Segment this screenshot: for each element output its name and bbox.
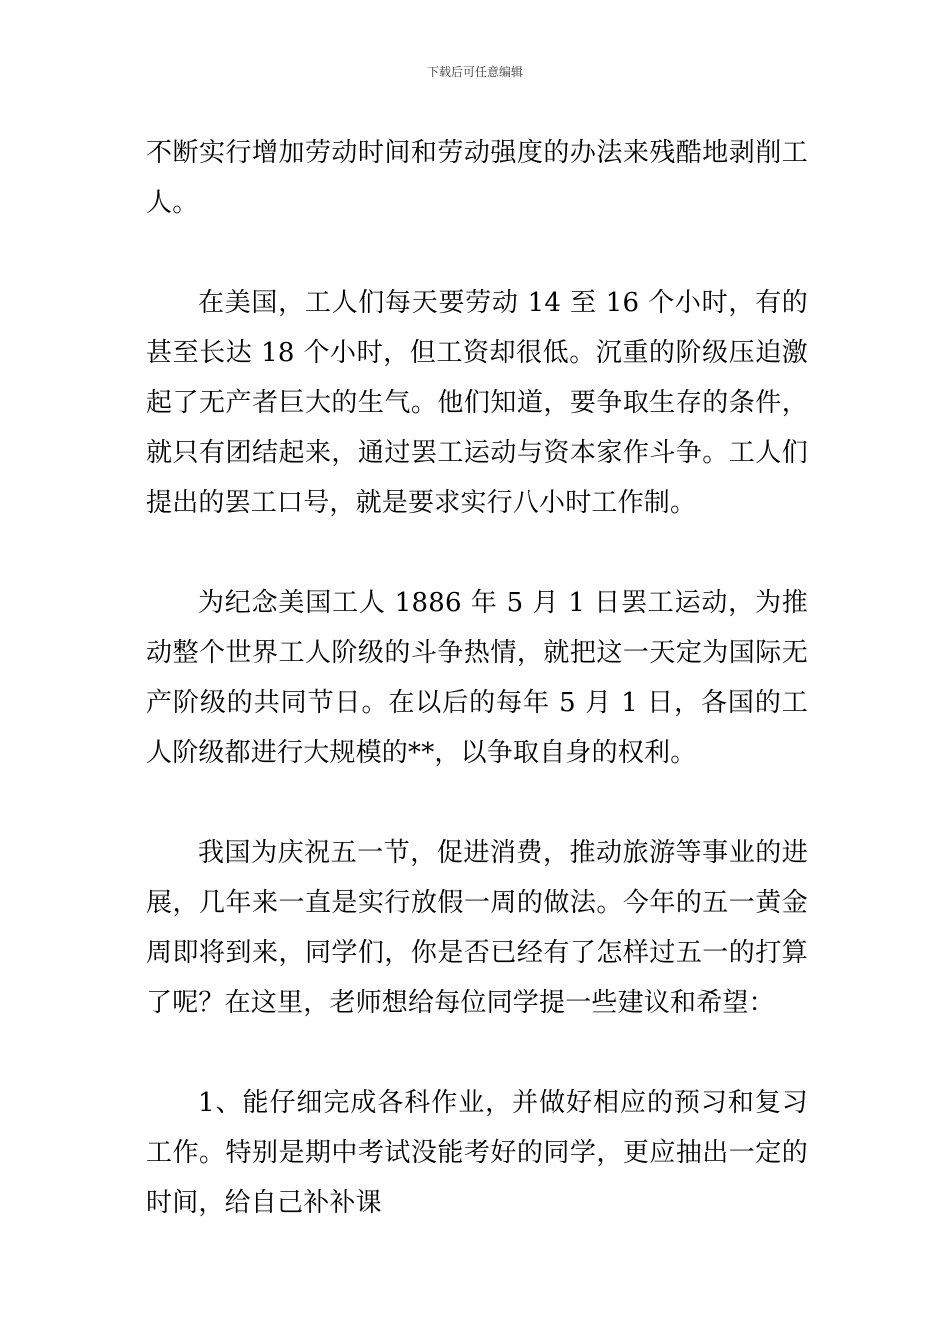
- paragraph-suggestion-1: 1、能仔细完成各科作业，并做好相应的预习和复习工作。特别是期中考试没能考好的同学，更应抽出一定的时间，给自己补补课: [146, 1088, 808, 1218]
- page-header: 下载后可任意编辑: [426, 65, 523, 79]
- paragraph-working-hours: 在美国，工人们每天要劳动 14 至 16 个小时，有的甚至长达 18 个小时，但工资却很低。沉重的阶级压迫激起了无产者巨大的生气。他们知道，要争取生存的条件，就只有团结起来，通过罢工运动与资本家作斗争。工人们提出的罢工口号，就是要求实行八小时工作制。: [146, 288, 808, 518]
- paragraph-golden-week: 我国为庆祝五一节，促进消费，推动旅游等事业的进展，几年来一直是实行放假一周的做法。今年的五一黄金周即将到来，同学们，你是否已经有了怎样过五一的打算了呢？在这里，老师想给每位同学提一些建议和希望：: [146, 838, 808, 1018]
- paragraph-may-day-origin: 为纪念美国工人 1886 年 5 月 1 日罢工运动，为推动整个世界工人阶级的斗争热情，就把这一天定为国际无产阶级的共同节日。在以后的每年 5 月 1 日，各国的工人阶级都进行大规模的**，以争取自身的权利。: [146, 588, 808, 768]
- document-body: [146, 128, 808, 1228]
- paragraph-continuation: 不断实行增加劳动时间和劳动强度的办法来残酷地剥削工人。: [146, 138, 808, 218]
